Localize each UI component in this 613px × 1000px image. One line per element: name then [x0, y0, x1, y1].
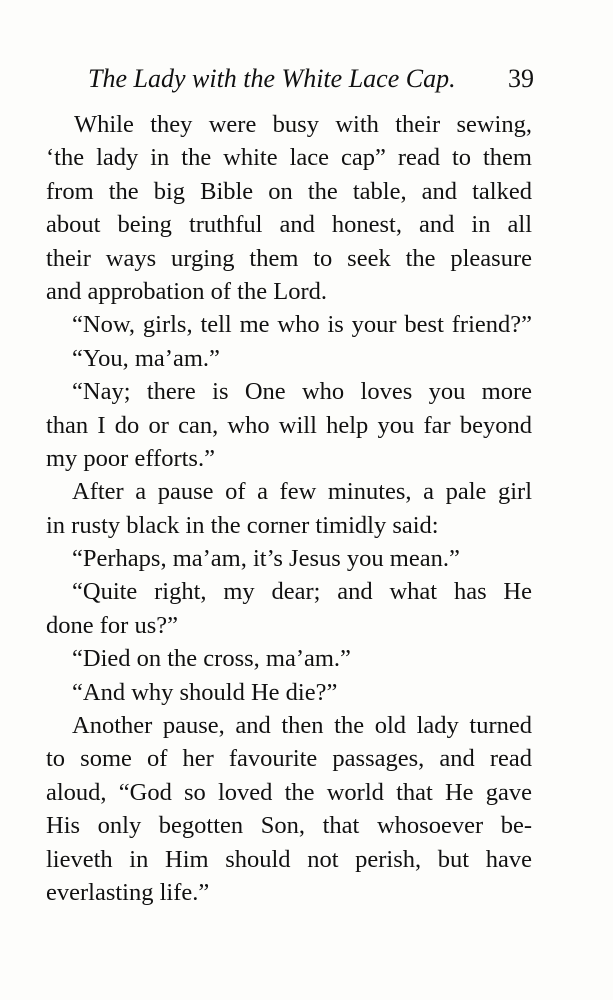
- text-line: “Now, girls, tell me who is your best friend?”: [72, 311, 532, 339]
- text-line: done for us?”: [46, 611, 178, 639]
- text-line: than I do or can, who will help you far beyond: [46, 411, 532, 439]
- text-line: their ways urging them to seek the pleasure: [46, 244, 532, 272]
- text-line: in rusty black in the corner timidly said:: [46, 511, 439, 539]
- text-line: “Perhaps, ma’am, it’s Jesus you mean.”: [72, 545, 460, 573]
- text-line: “And why should He die?”: [72, 678, 338, 706]
- text-line: His only begotten Son, that whosoever be-: [46, 812, 532, 840]
- text-line: to some of her favourite passages, and read: [46, 745, 532, 773]
- text-line: everlasting life.”: [46, 878, 210, 906]
- text-line: my poor efforts.”: [46, 444, 215, 472]
- text-line: from the big Bible on the table, and talked: [46, 177, 532, 205]
- running-title: The Lady with the White Lace Cap.: [88, 64, 456, 93]
- text-line: “Quite right, my dear; and what has He: [72, 578, 532, 606]
- text-line: “Nay; there is One who loves you more: [72, 378, 532, 406]
- text-line: and approbation of the Lord.: [46, 277, 327, 305]
- text-line: Another pause, and then the old lady turned: [72, 712, 532, 740]
- running-header: [88, 62, 534, 96]
- page-number: 39: [508, 64, 534, 93]
- text-line: After a pause of a few minutes, a pale girl: [72, 478, 532, 506]
- text-line: “You, ma’am.”: [72, 344, 220, 372]
- text-line: “Died on the cross, ma’am.”: [72, 645, 351, 673]
- body-text: [46, 108, 532, 909]
- text-line: lieveth in Him should not perish, but have: [46, 845, 532, 873]
- text-line: ‘the lady in the white lace cap” read to them: [46, 144, 532, 172]
- text-line: about being truthful and honest, and in all: [46, 211, 532, 239]
- text-line: While they were busy with their sewing,: [74, 111, 532, 138]
- text-line: aloud, “God so loved the world that He gave: [46, 778, 532, 806]
